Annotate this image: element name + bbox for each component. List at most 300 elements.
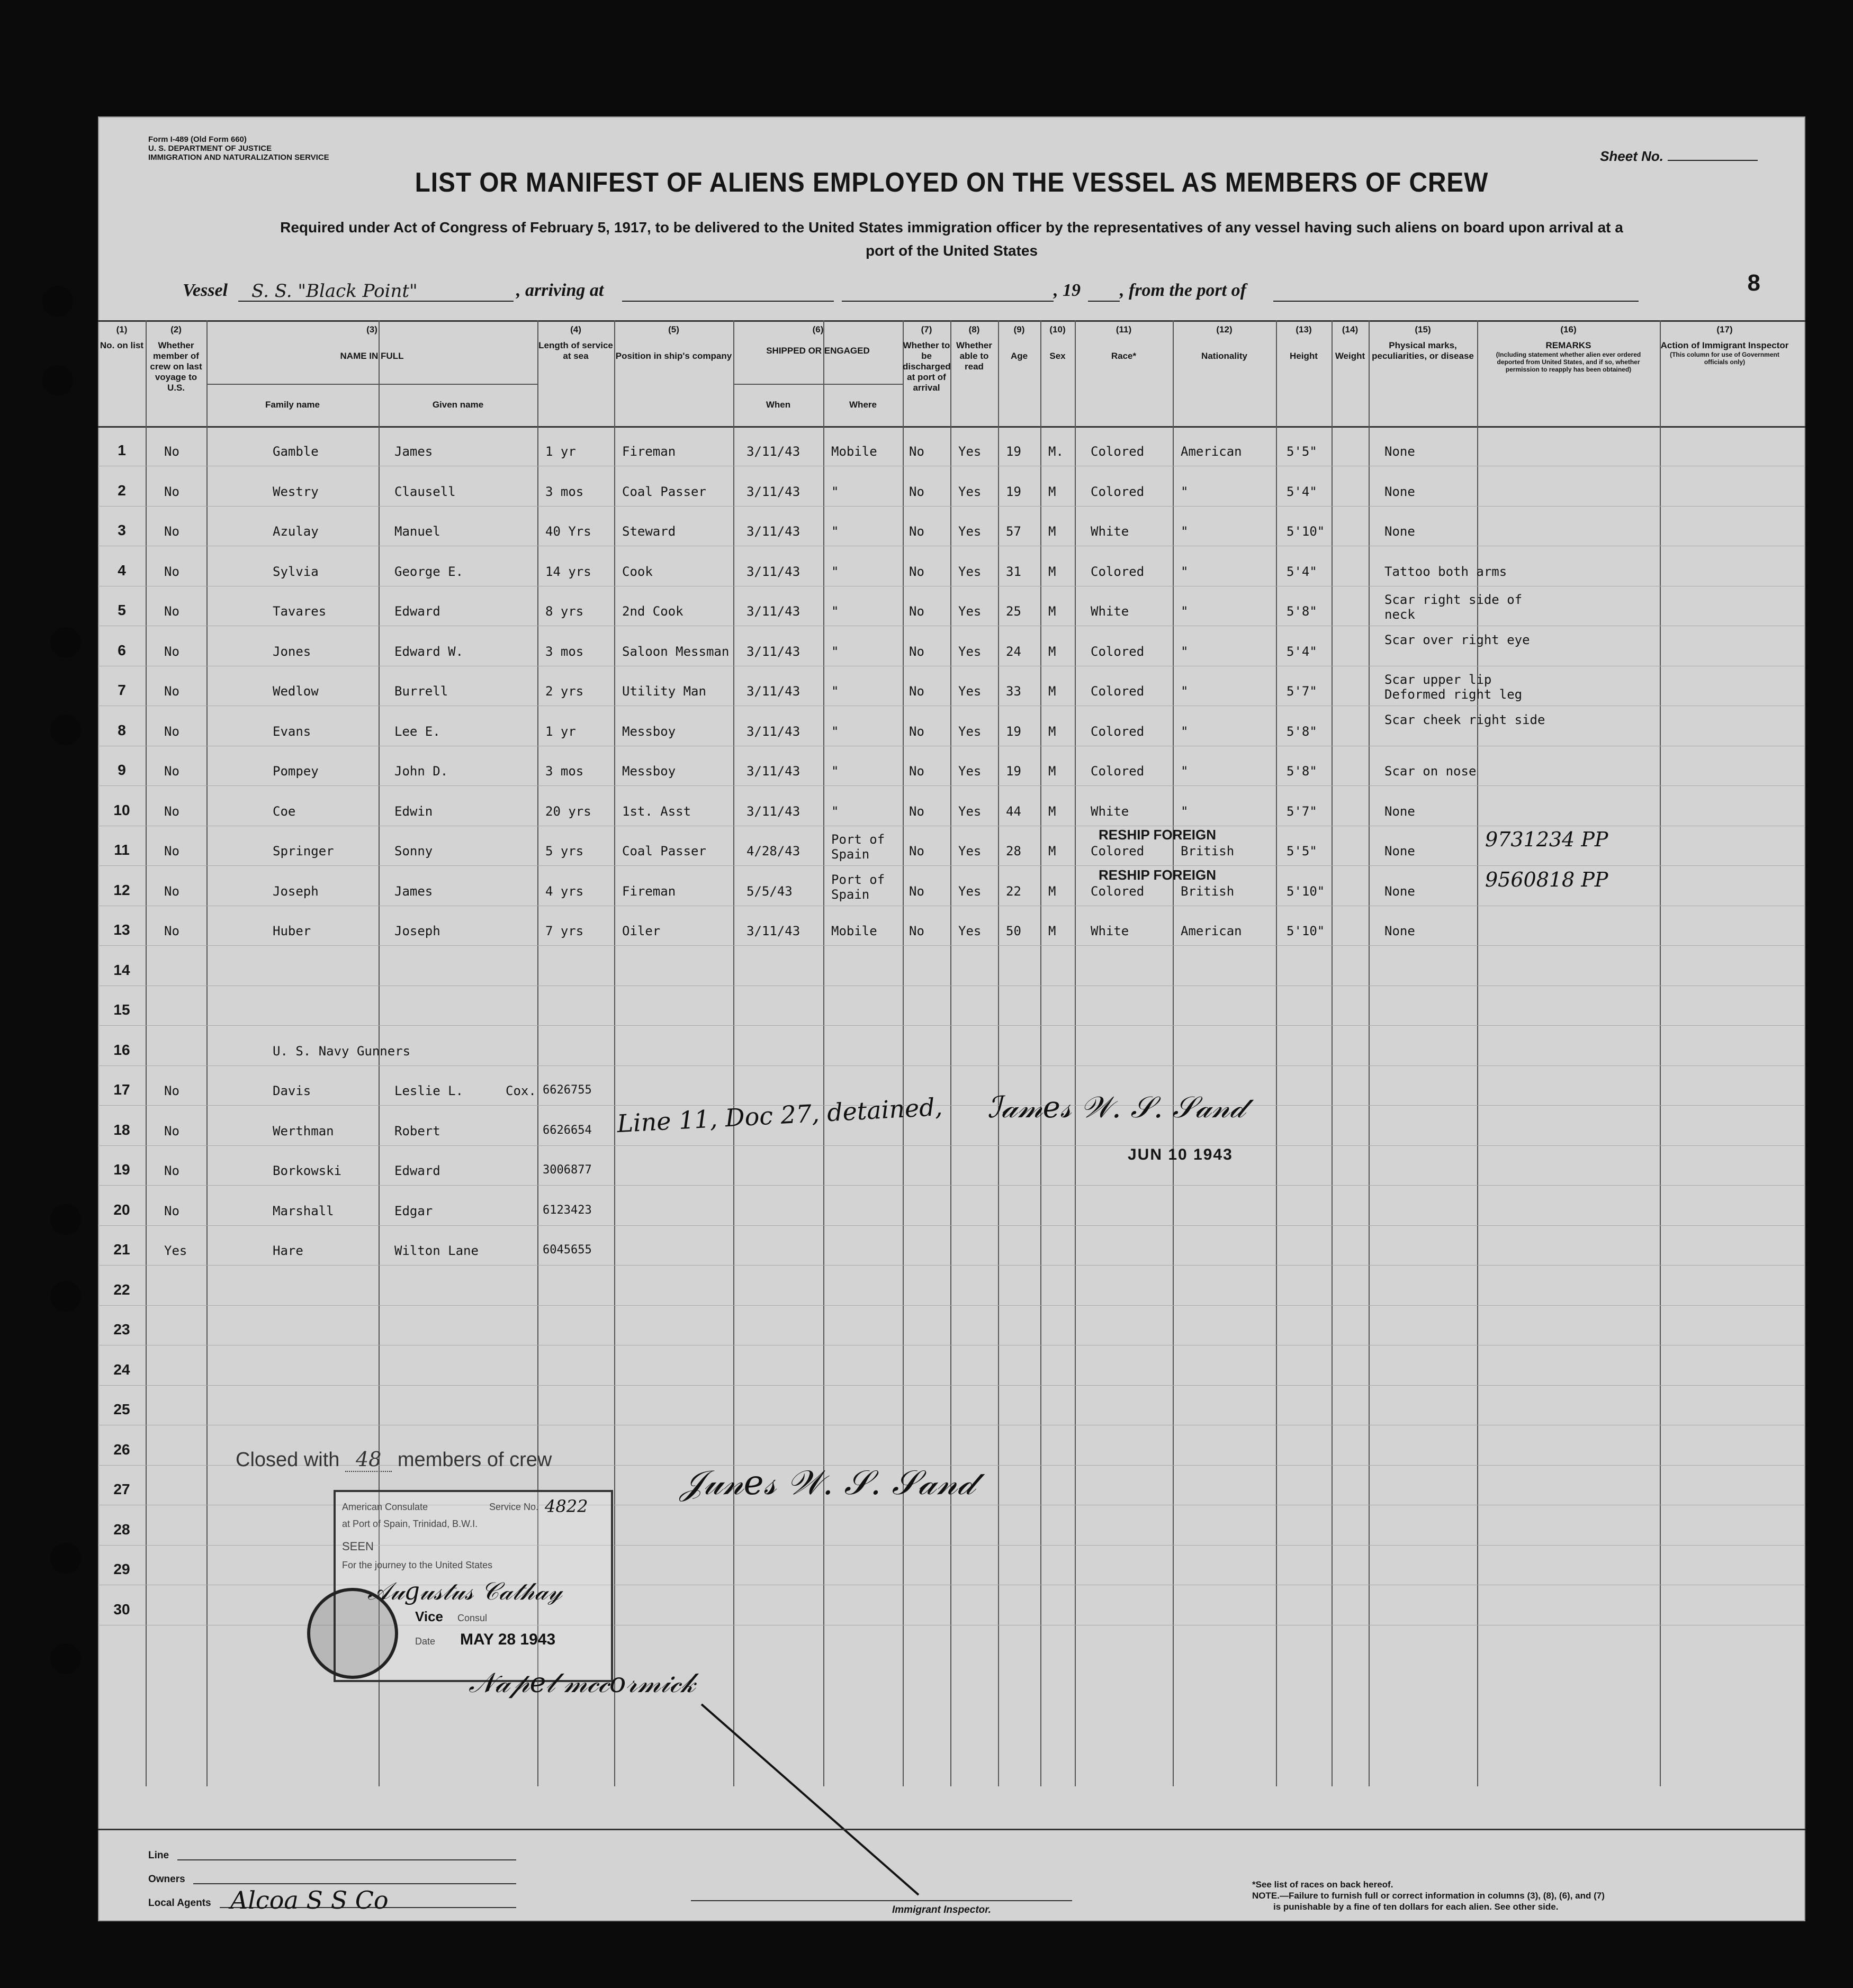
crew-service: 20 yrs: [545, 803, 591, 819]
crew-read: Yes: [958, 564, 982, 579]
crew-prev: No: [164, 604, 179, 619]
crew-where: Port of Spain: [831, 872, 885, 902]
from-port-label: , from the port of: [1120, 281, 1246, 300]
row-number: 29: [113, 1561, 130, 1577]
crew-race: Colored: [1091, 564, 1145, 579]
punch-hole: [50, 627, 81, 658]
crew-nationality: ": [1181, 484, 1189, 499]
crew-race: Colored: [1091, 883, 1145, 899]
crew-race: Colored: [1091, 764, 1145, 779]
crew-when: 3/11/43: [746, 644, 800, 659]
crew-marks: None: [1384, 803, 1415, 819]
crew-position: 1st. Asst: [622, 803, 691, 819]
crew-marks: None: [1384, 484, 1415, 499]
gunner-prev: No: [164, 1123, 179, 1138]
note-races: *See list of races on back hereof.: [1252, 1879, 1393, 1890]
crew-given: James: [394, 883, 433, 899]
crew-height: 5'7": [1287, 803, 1317, 819]
crew-prev: No: [164, 644, 179, 659]
gunner-serial: 6045655: [543, 1243, 592, 1257]
row-number: 27: [113, 1481, 130, 1497]
consulate-seal-icon: [307, 1588, 398, 1679]
crew-position: Fireman: [622, 444, 676, 459]
crew-age: 19: [1006, 724, 1021, 739]
crew-where: ": [831, 524, 839, 539]
inspector-label: Immigrant Inspector.: [892, 1904, 991, 1915]
crew-height: 5'8": [1287, 604, 1317, 619]
crew-position: Coal Passer: [622, 844, 706, 859]
crew-when: 3/11/43: [746, 924, 800, 938]
crew-height: 5'8": [1287, 764, 1317, 779]
crew-service: 8 yrs: [545, 604, 584, 619]
crew-prev: No: [164, 484, 179, 499]
crew-prev: No: [164, 524, 179, 539]
service-no-label: Service No.: [489, 1502, 539, 1512]
row-number: 26: [113, 1441, 130, 1458]
col-header-nationality: (12) Nationality: [1201, 324, 1247, 361]
col-header-remarks: (16) REMARKS (Including statement whether alien ever ordered deported from United States, and if so, whether permission to reapply has been obtained): [1496, 324, 1641, 373]
crew-discharge: No: [909, 724, 924, 739]
crew-family: Pompey: [273, 764, 319, 779]
crew-prev: No: [164, 684, 179, 699]
crew-race: Colored: [1091, 644, 1145, 659]
crew-when: 3/11/43: [746, 444, 800, 459]
crew-position: Coal Passer: [622, 484, 706, 499]
crew-height: 5'5": [1287, 444, 1317, 459]
gunner-family: Marshall: [273, 1203, 334, 1218]
crew-sex: M: [1048, 724, 1056, 739]
crew-where: ": [831, 564, 839, 579]
service-no: 4822: [545, 1496, 588, 1516]
crew-discharge: No: [909, 564, 924, 579]
crew-age: 44: [1006, 803, 1021, 819]
col-header-service: (4) Length of service at sea: [538, 324, 613, 361]
col-header-sex: (10) Sex: [1049, 324, 1066, 361]
crew-sex: M: [1048, 764, 1056, 779]
sheet-number: [1600, 148, 1758, 165]
row-number: 21: [113, 1241, 130, 1258]
crew-sex: M: [1048, 844, 1056, 859]
crew-age: 25: [1006, 604, 1021, 619]
crew-given: Edward: [394, 604, 440, 619]
row-number: 7: [118, 682, 126, 698]
crew-race: Colored: [1091, 844, 1145, 859]
crew-sex: M: [1048, 644, 1056, 659]
crew-sex: M: [1048, 883, 1056, 899]
crew-age: 33: [1006, 684, 1021, 699]
col-header-name: (3) NAME IN FULL: [340, 324, 404, 361]
form-notes: [1252, 1879, 1605, 1912]
crew-family: Tavares: [273, 604, 327, 619]
col-header-action: (17) Action of Immigrant Inspector (This column for use of Government officials only): [1660, 324, 1789, 366]
col-header-height: (13) Height: [1290, 324, 1318, 361]
row-number: 9: [118, 762, 126, 778]
crew-read: Yes: [958, 684, 982, 699]
gunner-family: Hare: [273, 1243, 303, 1258]
crew-prev: No: [164, 924, 179, 938]
crew-given: Manuel: [394, 524, 440, 539]
crew-read: Yes: [958, 764, 982, 779]
crew-height: 5'5": [1287, 844, 1317, 859]
crew-race: White: [1091, 524, 1129, 539]
crew-position: Oiler: [622, 924, 661, 938]
crew-prev: No: [164, 564, 179, 579]
crew-when: 3/11/43: [746, 764, 800, 779]
punch-hole: [50, 715, 81, 745]
crew-service: 7 yrs: [545, 924, 584, 938]
crew-nationality: ": [1181, 524, 1189, 539]
crew-race: White: [1091, 604, 1129, 619]
row-number: 19: [113, 1161, 130, 1178]
crew-sex: M: [1048, 684, 1056, 699]
punch-hole: [50, 1204, 81, 1235]
row-number: 4: [118, 562, 126, 579]
crew-remarks: 9731234 PP: [1485, 828, 1608, 851]
row-number: 6: [118, 641, 126, 658]
crew-nationality: ": [1181, 644, 1189, 659]
row-number: 14: [113, 961, 130, 978]
crew-given: Burrell: [394, 684, 448, 699]
crew-sex: M: [1048, 484, 1056, 499]
crew-race: Colored: [1091, 484, 1145, 499]
crew-family: Westry: [273, 484, 319, 499]
punch-hole: [50, 1543, 81, 1574]
crew-read: Yes: [958, 803, 982, 819]
crew-prev: No: [164, 764, 179, 779]
crew-discharge: No: [909, 604, 924, 619]
crew-where: Mobile: [831, 444, 877, 459]
crew-discharge: No: [909, 444, 924, 459]
crew-race: Colored: [1091, 684, 1145, 699]
crew-service: 40 Yrs: [545, 524, 591, 539]
col-header-shipped: (6) SHIPPED OR ENGAGED: [766, 324, 870, 356]
form-header: [148, 135, 329, 162]
local-agents-value: Alcoa S S Co: [230, 1886, 389, 1914]
gunner-given: Wilton Lane: [394, 1243, 479, 1258]
gunner-prev: No: [164, 1203, 179, 1218]
crew-race: Colored: [1091, 444, 1145, 459]
crew-height: 5'10": [1287, 924, 1325, 938]
crew-family: Huber: [273, 924, 311, 938]
row-number: 25: [113, 1401, 130, 1417]
crew-read: Yes: [958, 724, 982, 739]
crew-age: 19: [1006, 444, 1021, 459]
col-header-discharge: (7) Whether to be discharged at port of arrival: [903, 324, 951, 393]
consulate-location: at Port of Spain, Trinidad, B.W.I.: [342, 1519, 478, 1529]
crew-read: Yes: [958, 604, 982, 619]
vessel-label: Vessel: [183, 281, 228, 300]
row-number: 28: [113, 1521, 130, 1538]
punch-hole: [42, 286, 73, 317]
crew-given: Joseph: [394, 924, 440, 938]
gunner-serial: 6123423: [543, 1203, 592, 1217]
crew-age: 19: [1006, 484, 1021, 499]
crew-height: 5'10": [1287, 524, 1325, 539]
gunner-family: Davis: [273, 1083, 311, 1098]
closing-suffix: members of crew: [397, 1449, 552, 1471]
gunner-prev: No: [164, 1163, 179, 1178]
crew-service: 2 yrs: [545, 684, 584, 699]
crew-sex: M: [1048, 524, 1056, 539]
crew-read: Yes: [958, 844, 982, 859]
crew-family: Coe: [273, 803, 296, 819]
page-number: 8: [1747, 270, 1760, 296]
local-agents-label: Local Agents: [148, 1897, 211, 1909]
crew-position: Utility Man: [622, 684, 706, 699]
crew-height: 5'4": [1287, 644, 1317, 659]
crew-marks: Scar over right eye: [1384, 632, 1530, 647]
crew-prev: No: [164, 444, 179, 459]
date-stamp-jun: JUN 10 1943: [1128, 1146, 1233, 1163]
crew-service: 1 yr: [545, 444, 576, 459]
crew-marks: None: [1384, 924, 1415, 938]
crew-given: Edwin: [394, 803, 433, 819]
row-number: 17: [113, 1081, 130, 1098]
row-number: 3: [118, 522, 126, 538]
crew-nationality: ": [1181, 724, 1189, 739]
col-header-read: (8) Whether able to read: [956, 324, 992, 372]
vice-label: Vice: [415, 1609, 444, 1624]
crew-nationality: British: [1181, 883, 1235, 899]
crew-position: Messboy: [622, 764, 676, 779]
crew-family: Azulay: [273, 524, 319, 539]
crew-height: 5'4": [1287, 564, 1317, 579]
crew-family: Springer: [273, 844, 334, 859]
crew-where: ": [831, 604, 839, 619]
crew-read: Yes: [958, 524, 982, 539]
vessel-line: [183, 281, 1718, 307]
crew-when: 5/5/43: [746, 883, 793, 899]
crew-nationality: ": [1181, 803, 1189, 819]
closing-prefix: Closed with: [236, 1449, 340, 1471]
reship-stamp: RESHIP FOREIGN: [1099, 827, 1217, 843]
col-header-race: (11) Race*: [1111, 324, 1137, 361]
crew-marks: None: [1384, 444, 1415, 459]
closing-statement: [236, 1448, 552, 1472]
crew-position: Messboy: [622, 724, 676, 739]
crew-service: 5 yrs: [545, 844, 584, 859]
crew-when: 3/11/43: [746, 803, 800, 819]
crew-discharge: No: [909, 844, 924, 859]
crew-discharge: No: [909, 684, 924, 699]
service-name: IMMIGRATION AND NATURALIZATION SERVICE: [148, 153, 329, 162]
col-header-family-name: Family name: [265, 400, 320, 410]
crew-discharge: No: [909, 924, 924, 938]
crew-when: 3/11/43: [746, 684, 800, 699]
crew-race: White: [1091, 924, 1129, 938]
crew-service: 3 mos: [545, 644, 584, 659]
gunner-serial: 3006877: [543, 1163, 592, 1177]
crew-position: Saloon Messman: [622, 644, 730, 659]
consul-label: Consul: [457, 1613, 488, 1623]
crew-given: John D.: [394, 764, 448, 779]
crew-family: Joseph: [273, 883, 319, 899]
page-subtitle: [204, 216, 1699, 263]
crew-when: 3/11/43: [746, 484, 800, 499]
crew-position: Fireman: [622, 883, 676, 899]
crew-position: 2nd Cook: [622, 604, 683, 619]
crew-given: James: [394, 444, 433, 459]
crew-age: 24: [1006, 644, 1021, 659]
crew-marks: None: [1384, 524, 1415, 539]
crew-age: 19: [1006, 764, 1021, 779]
row-number: 24: [113, 1361, 130, 1378]
crew-sex: M.: [1048, 444, 1064, 459]
crew-where: ": [831, 803, 839, 819]
crew-position: Steward: [622, 524, 676, 539]
punch-hole: [50, 1281, 81, 1312]
gunner-given: Edgar: [394, 1203, 433, 1218]
crew-prev: No: [164, 724, 179, 739]
gunner-rank: Cox.: [506, 1083, 536, 1098]
row-number: 11: [114, 842, 130, 858]
subtitle-line-1: Required under Act of Congress of February 5, 1917, to be delivered to the United States immigration officer by the representatives of any vessel having such aliens on board upon arrival at a: [280, 219, 1623, 236]
navy-gunners-header: U. S. Navy Gunners: [273, 1043, 411, 1059]
sheet-label: Sheet No.: [1600, 148, 1663, 164]
journey-text: For the journey to the United States: [342, 1560, 493, 1570]
crew-read: Yes: [958, 644, 982, 659]
crew-service: 3 mos: [545, 484, 584, 499]
crew-family: Evans: [273, 724, 311, 739]
year-label: , 19: [1054, 281, 1081, 300]
page-title: LIST OR MANIFEST OF ALIENS EMPLOYED ON THE VESSEL AS MEMBERS OF CREW: [415, 167, 1489, 198]
crew-given: George E.: [394, 564, 464, 579]
crew-prev: No: [164, 803, 179, 819]
gunner-family: Werthman: [273, 1123, 334, 1138]
crew-remarks: 9560818 PP: [1485, 868, 1608, 891]
crew-marks: Scar upper lip Deformed right leg: [1384, 672, 1523, 702]
gunner-given: Robert: [394, 1123, 440, 1138]
row-number: 20: [113, 1201, 130, 1218]
crew-marks: Scar right side of neck: [1384, 592, 1523, 622]
col-header-where: Where: [849, 400, 877, 410]
crew-height: 5'10": [1287, 883, 1325, 899]
crew-given: Lee E.: [394, 724, 440, 739]
crew-marks: Scar on nose: [1384, 764, 1477, 779]
line-label: Line: [148, 1850, 169, 1861]
crew-marks: None: [1384, 844, 1415, 859]
gunner-prev: Yes: [164, 1243, 187, 1258]
col-header-age: (9) Age: [1010, 324, 1028, 361]
department: U. S. DEPARTMENT OF JUSTICE: [148, 144, 272, 153]
note-penalty-cont: is punishable by a fine of ten dollars for each alien. See other side.: [1273, 1902, 1559, 1912]
row-number: 13: [113, 921, 130, 938]
crew-prev: No: [164, 883, 179, 899]
clerk-signature: 𝒩𝒶𝓅𝑒𝓁 𝓂𝒸𝒸𝑜𝓇𝓂𝒾𝒸𝓀: [469, 1667, 696, 1699]
punch-hole: [50, 1643, 81, 1674]
owners-label: Owners: [148, 1874, 185, 1885]
gunner-serial: 6626654: [543, 1123, 592, 1137]
crew-where: ": [831, 484, 839, 499]
row-number: 1: [118, 442, 126, 458]
row-number: 12: [113, 881, 130, 898]
row-number: 10: [113, 801, 130, 818]
vice-consul-signature: 𝒜𝓊𝑔𝓊𝓈𝓉𝓊𝓈 𝒞𝒶𝓉𝒽𝒶𝓎: [367, 1577, 562, 1605]
crew-discharge: No: [909, 803, 924, 819]
crew-family: Gamble: [273, 444, 319, 459]
crew-age: 22: [1006, 883, 1021, 899]
crew-age: 28: [1006, 844, 1021, 859]
vessel-name: S. S. "Black Point": [251, 281, 418, 302]
crew-sex: M: [1048, 604, 1056, 619]
crew-discharge: No: [909, 883, 924, 899]
crew-service: 3 mos: [545, 764, 584, 779]
consulate-date: MAY 28 1943: [460, 1631, 556, 1648]
col-header-marks: (15) Physical marks, peculiarities, or disease: [1372, 324, 1474, 361]
crew-discharge: No: [909, 764, 924, 779]
crew-where: Mobile: [831, 924, 877, 938]
crew-read: Yes: [958, 924, 982, 938]
crew-nationality: ": [1181, 604, 1189, 619]
row-number: 23: [113, 1321, 130, 1338]
col-header-prev-voyage: (2) Whether member of crew on last voyage to U.S.: [150, 324, 202, 393]
col-header-position: (5) Position in ship's company: [615, 324, 732, 361]
crew-read: Yes: [958, 484, 982, 499]
crew-when: 3/11/43: [746, 724, 800, 739]
seen-label: SEEN: [342, 1540, 374, 1553]
gunner-serial: 6626755: [543, 1083, 592, 1097]
gunner-given: Edward: [394, 1163, 440, 1178]
crew-age: 57: [1006, 524, 1021, 539]
gunner-family: Borkowski: [273, 1163, 342, 1178]
manifest-sheet: [98, 116, 1805, 1921]
crew-nationality: British: [1181, 844, 1235, 859]
col-header-number: (1) No. on list: [100, 324, 144, 350]
crew-prev: No: [164, 844, 179, 859]
crew-when: 3/11/43: [746, 564, 800, 579]
crew-age: 50: [1006, 924, 1021, 938]
arriving-label: , arriving at: [516, 281, 604, 300]
row-number: 8: [118, 721, 126, 738]
date-label: Date: [415, 1636, 436, 1647]
col-header-given-name: Given name: [432, 400, 484, 410]
reship-stamp: RESHIP FOREIGN: [1099, 866, 1217, 883]
crew-where: Port of Spain: [831, 832, 885, 862]
handwritten-detention-note: Line 11, Doc 27, detained,: [616, 1092, 943, 1138]
crew-when: 3/11/43: [746, 604, 800, 619]
crew-given: Edward W.: [394, 644, 464, 659]
note-penalty: NOTE.—Failure to furnish full or correct information in columns (3), (8), (6), and (7): [1252, 1891, 1605, 1901]
crew-nationality: ": [1181, 564, 1189, 579]
crew-nationality: American: [1181, 444, 1242, 459]
crew-nationality: ": [1181, 764, 1189, 779]
crew-discharge: No: [909, 644, 924, 659]
gunner-given: Leslie L.: [394, 1083, 464, 1098]
inspector-signature: ℐ𝒶𝓂𝑒𝓈 𝒲. 𝒮. 𝒮𝒶𝓃𝒹: [987, 1090, 1245, 1125]
crew-family: Sylvia: [273, 564, 319, 579]
form-id: Form I-489 (Old Form 660): [148, 135, 247, 144]
crew-race: Colored: [1091, 724, 1145, 739]
row-number: 5: [118, 602, 126, 618]
gunner-prev: No: [164, 1083, 179, 1098]
crew-age: 31: [1006, 564, 1021, 579]
crew-height: 5'7": [1287, 684, 1317, 699]
crew-sex: M: [1048, 803, 1056, 819]
master-signature: 𝒥𝓊𝓃𝑒𝓈 𝒲. 𝒮. 𝒮𝒶𝓃𝒹: [680, 1463, 975, 1503]
crew-race: White: [1091, 803, 1129, 819]
crew-given: Sonny: [394, 844, 433, 859]
crew-family: Wedlow: [273, 684, 319, 699]
crew-where: ": [831, 724, 839, 739]
col-header-weight: (14) Weight: [1335, 324, 1365, 361]
crew-marks: None: [1384, 883, 1415, 899]
subtitle-line-2: port of the United States: [865, 242, 1038, 259]
crew-when: 4/28/43: [746, 844, 800, 859]
row-number: 16: [113, 1041, 130, 1058]
crew-height: 5'8": [1287, 724, 1317, 739]
row-number: 15: [113, 1001, 130, 1018]
crew-nationality: American: [1181, 924, 1242, 938]
